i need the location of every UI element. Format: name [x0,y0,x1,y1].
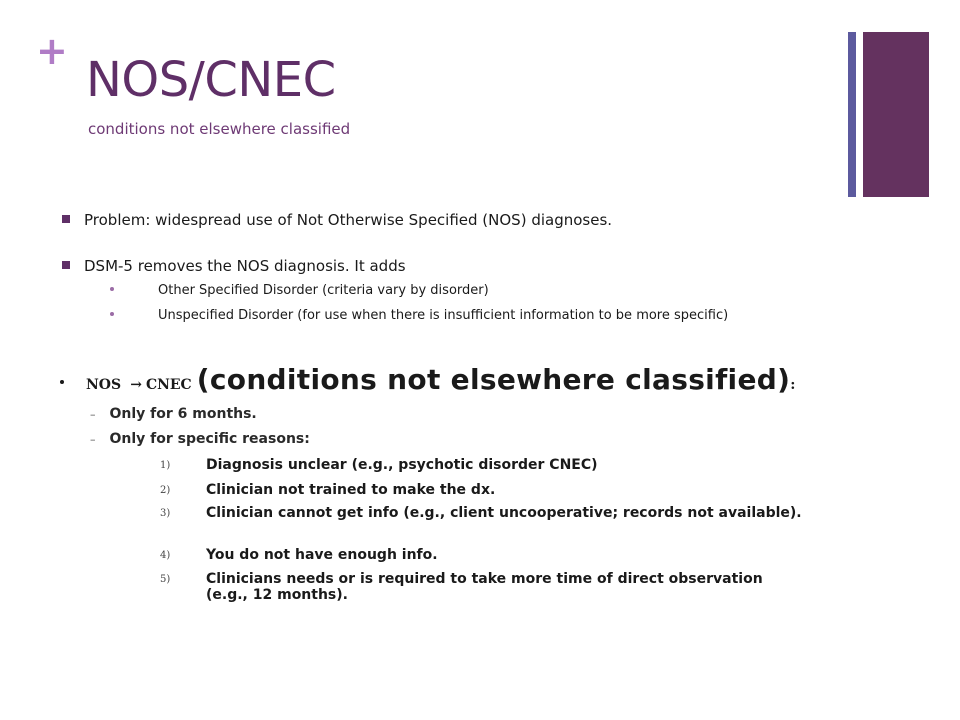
sub-bullet-text: Other Specified Disorder (criteria vary by disorder) [158,283,489,298]
reason-number: 3) [160,508,171,519]
plus-icon: + [36,29,68,73]
reason-number: 2) [160,485,171,496]
dot-bullet-icon [60,380,64,384]
dash-item-text: Only for 6 months. [109,406,257,422]
square-bullet-icon [62,215,70,223]
slide-subtitle: conditions not elsewhere classified [88,120,351,138]
square-bullet-icon [62,261,70,269]
reason-text: Diagnosis unclear (e.g., psychotic disorder CNEC) [206,457,598,473]
dash-item-6-months [90,406,257,422]
sub-bullet-text: Unspecified Disorder (for use when there is insufficient information to be more specific) [158,308,729,323]
cnec-label: CNEC [145,377,192,393]
slide-title: NOS/CNEC [86,52,336,108]
dash-item-specific-reasons [90,431,310,447]
accent-bar-thick [863,32,929,197]
nos-cnec-definition: (conditions not elsewhere classified) [196,363,791,396]
reason-number: 1) [160,460,171,471]
bullet-dsm-text: DSM-5 removes the NOS diagnosis. It adds [84,257,406,275]
bullet-problem [62,211,612,229]
reason-text: You do not have enough info. [206,547,438,563]
dot-bullet-icon [110,312,114,316]
accent-bar-thin [848,32,856,197]
reason-text: Clinician not trained to make the dx. [206,482,496,498]
dash-icon: – [90,433,96,446]
reason-number: 5) [160,574,171,585]
nos-cnec-heading [60,363,795,396]
dash-icon: – [90,408,96,421]
nos-colon: : [790,377,796,393]
bullet-dsm [62,257,406,275]
dot-bullet-icon [110,287,114,291]
reason-text: Clinician cannot get info (e.g., client uncooperative; records not available). [206,505,802,521]
bullet-problem-text: Problem: widespread use of Not Otherwise Specified (NOS) diagnoses. [84,211,613,229]
dash-item-text: Only for specific reasons: [109,431,310,447]
reason-text: Clinicians needs or is required to take more time of direct observation (e.g., 12 months). [206,571,763,603]
arrow-right-icon: → [130,377,142,393]
reason-number: 4) [160,550,171,561]
nos-label: NOS [86,377,122,393]
